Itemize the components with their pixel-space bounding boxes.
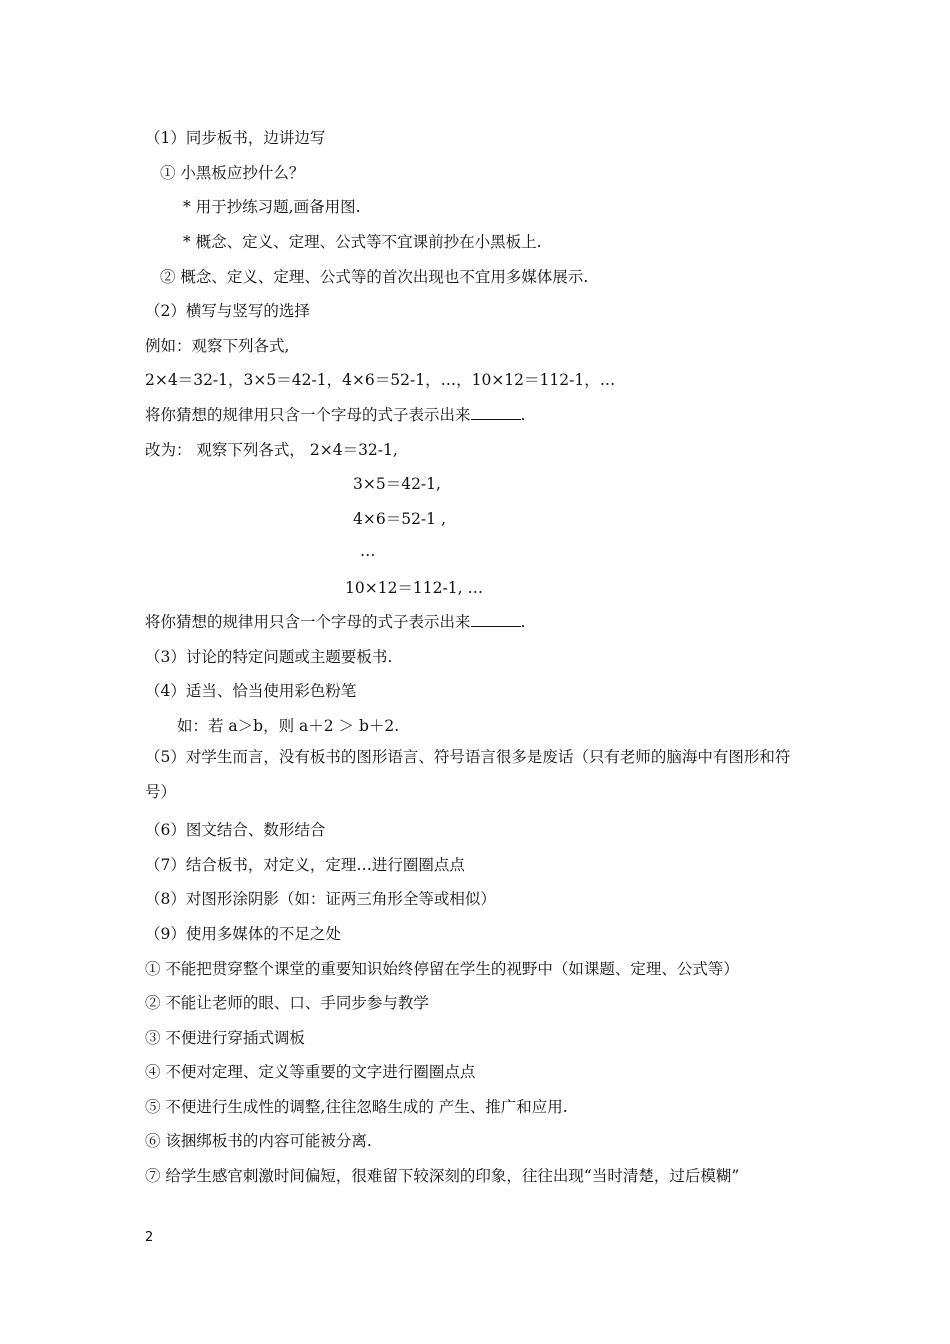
- text-line: * 用于抄练习题,画备用图.: [183, 198, 361, 216]
- text-line: * 概念、定义、定理、公式等不宜课前抄在小黑板上.: [183, 233, 542, 251]
- text-line-content: 将你猜想的规律用只含一个字母的式子表示出来: [145, 613, 471, 631]
- text-line: （2）横写与竖写的选择: [145, 302, 310, 320]
- text-line: （3）讨论的特定问题或主题要板书.: [145, 648, 393, 666]
- text-line: （6）图文结合、数形结合: [145, 821, 326, 839]
- text-line: ① 小黑板应抄什么？: [160, 164, 305, 182]
- equation-line: 3×5＝42-1,: [353, 475, 441, 493]
- text-line: （7）结合板书，对定义，定理…进行圈圈点点: [145, 856, 465, 874]
- text-line: ④ 不便对定理、定义等重要的文字进行圈圈点点: [145, 1063, 476, 1081]
- text-line: 2×4＝32-1，3×5＝42-1，4×6＝52-1，…，10×12＝112-1，…: [145, 371, 616, 389]
- answer-blank: [471, 612, 521, 627]
- equation-line: 10×12＝112-1, …: [345, 579, 483, 597]
- equation-line: 4×6＝52-1 ,: [353, 510, 446, 528]
- page-number: 2: [145, 1230, 154, 1245]
- text-line: ⑦ 给学生感官刺激时间偏短，很难留下较深刻的印象，往往出现“当时清楚，过后模糊”: [145, 1167, 740, 1185]
- text-line: ⑤ 不便进行生成性的调整,往往忽略生成的 产生、推广和应用.: [145, 1098, 568, 1116]
- text-line: ③ 不便进行穿插式调板: [145, 1029, 305, 1047]
- text-line-content: 将你猜想的规律用只含一个字母的式子表示出来: [145, 406, 471, 424]
- answer-blank: [471, 405, 521, 420]
- text-line: （1）同步板书，边讲边写: [145, 129, 326, 147]
- text-line: （8）对图形涂阴影（如：证两三角形全等或相似）: [145, 890, 496, 908]
- text-line: 将你猜想的规律用只含一个字母的式子表示出来 .: [145, 613, 526, 631]
- text-line: 将你猜想的规律用只含一个字母的式子表示出来 .: [145, 406, 526, 424]
- text-line: 例如：观察下列各式,: [145, 337, 290, 355]
- text-line: ⑥ 该捆绑板书的内容可能被分离.: [145, 1132, 372, 1150]
- text-line: ② 不能让老师的眼、口、手同步参与教学: [145, 994, 429, 1012]
- text-line: （9）使用多媒体的不足之处: [145, 925, 341, 943]
- text-line: ② 概念、定义、定理、公式等的首次出现也不宜用多媒体展示.: [160, 268, 589, 286]
- text-line: ① 不能把贯穿整个课堂的重要知识始终停留在学生的视野中（如课题、定理、公式等）: [145, 960, 739, 978]
- text-line: 如：若 a＞b，则 a＋2 ＞ b＋2.: [177, 717, 400, 735]
- text-line: （4）适当、恰当使用彩色粉笔: [145, 682, 357, 700]
- text-line: 改为： 观察下列各式， 2×4＝32-1,: [145, 441, 398, 459]
- text-paragraph: （5）对学生而言，没有板书的图形语言、符号语言很多是废话（只有老师的脑海中有图形和符号）: [145, 748, 791, 801]
- ellipsis-line: …: [360, 542, 376, 560]
